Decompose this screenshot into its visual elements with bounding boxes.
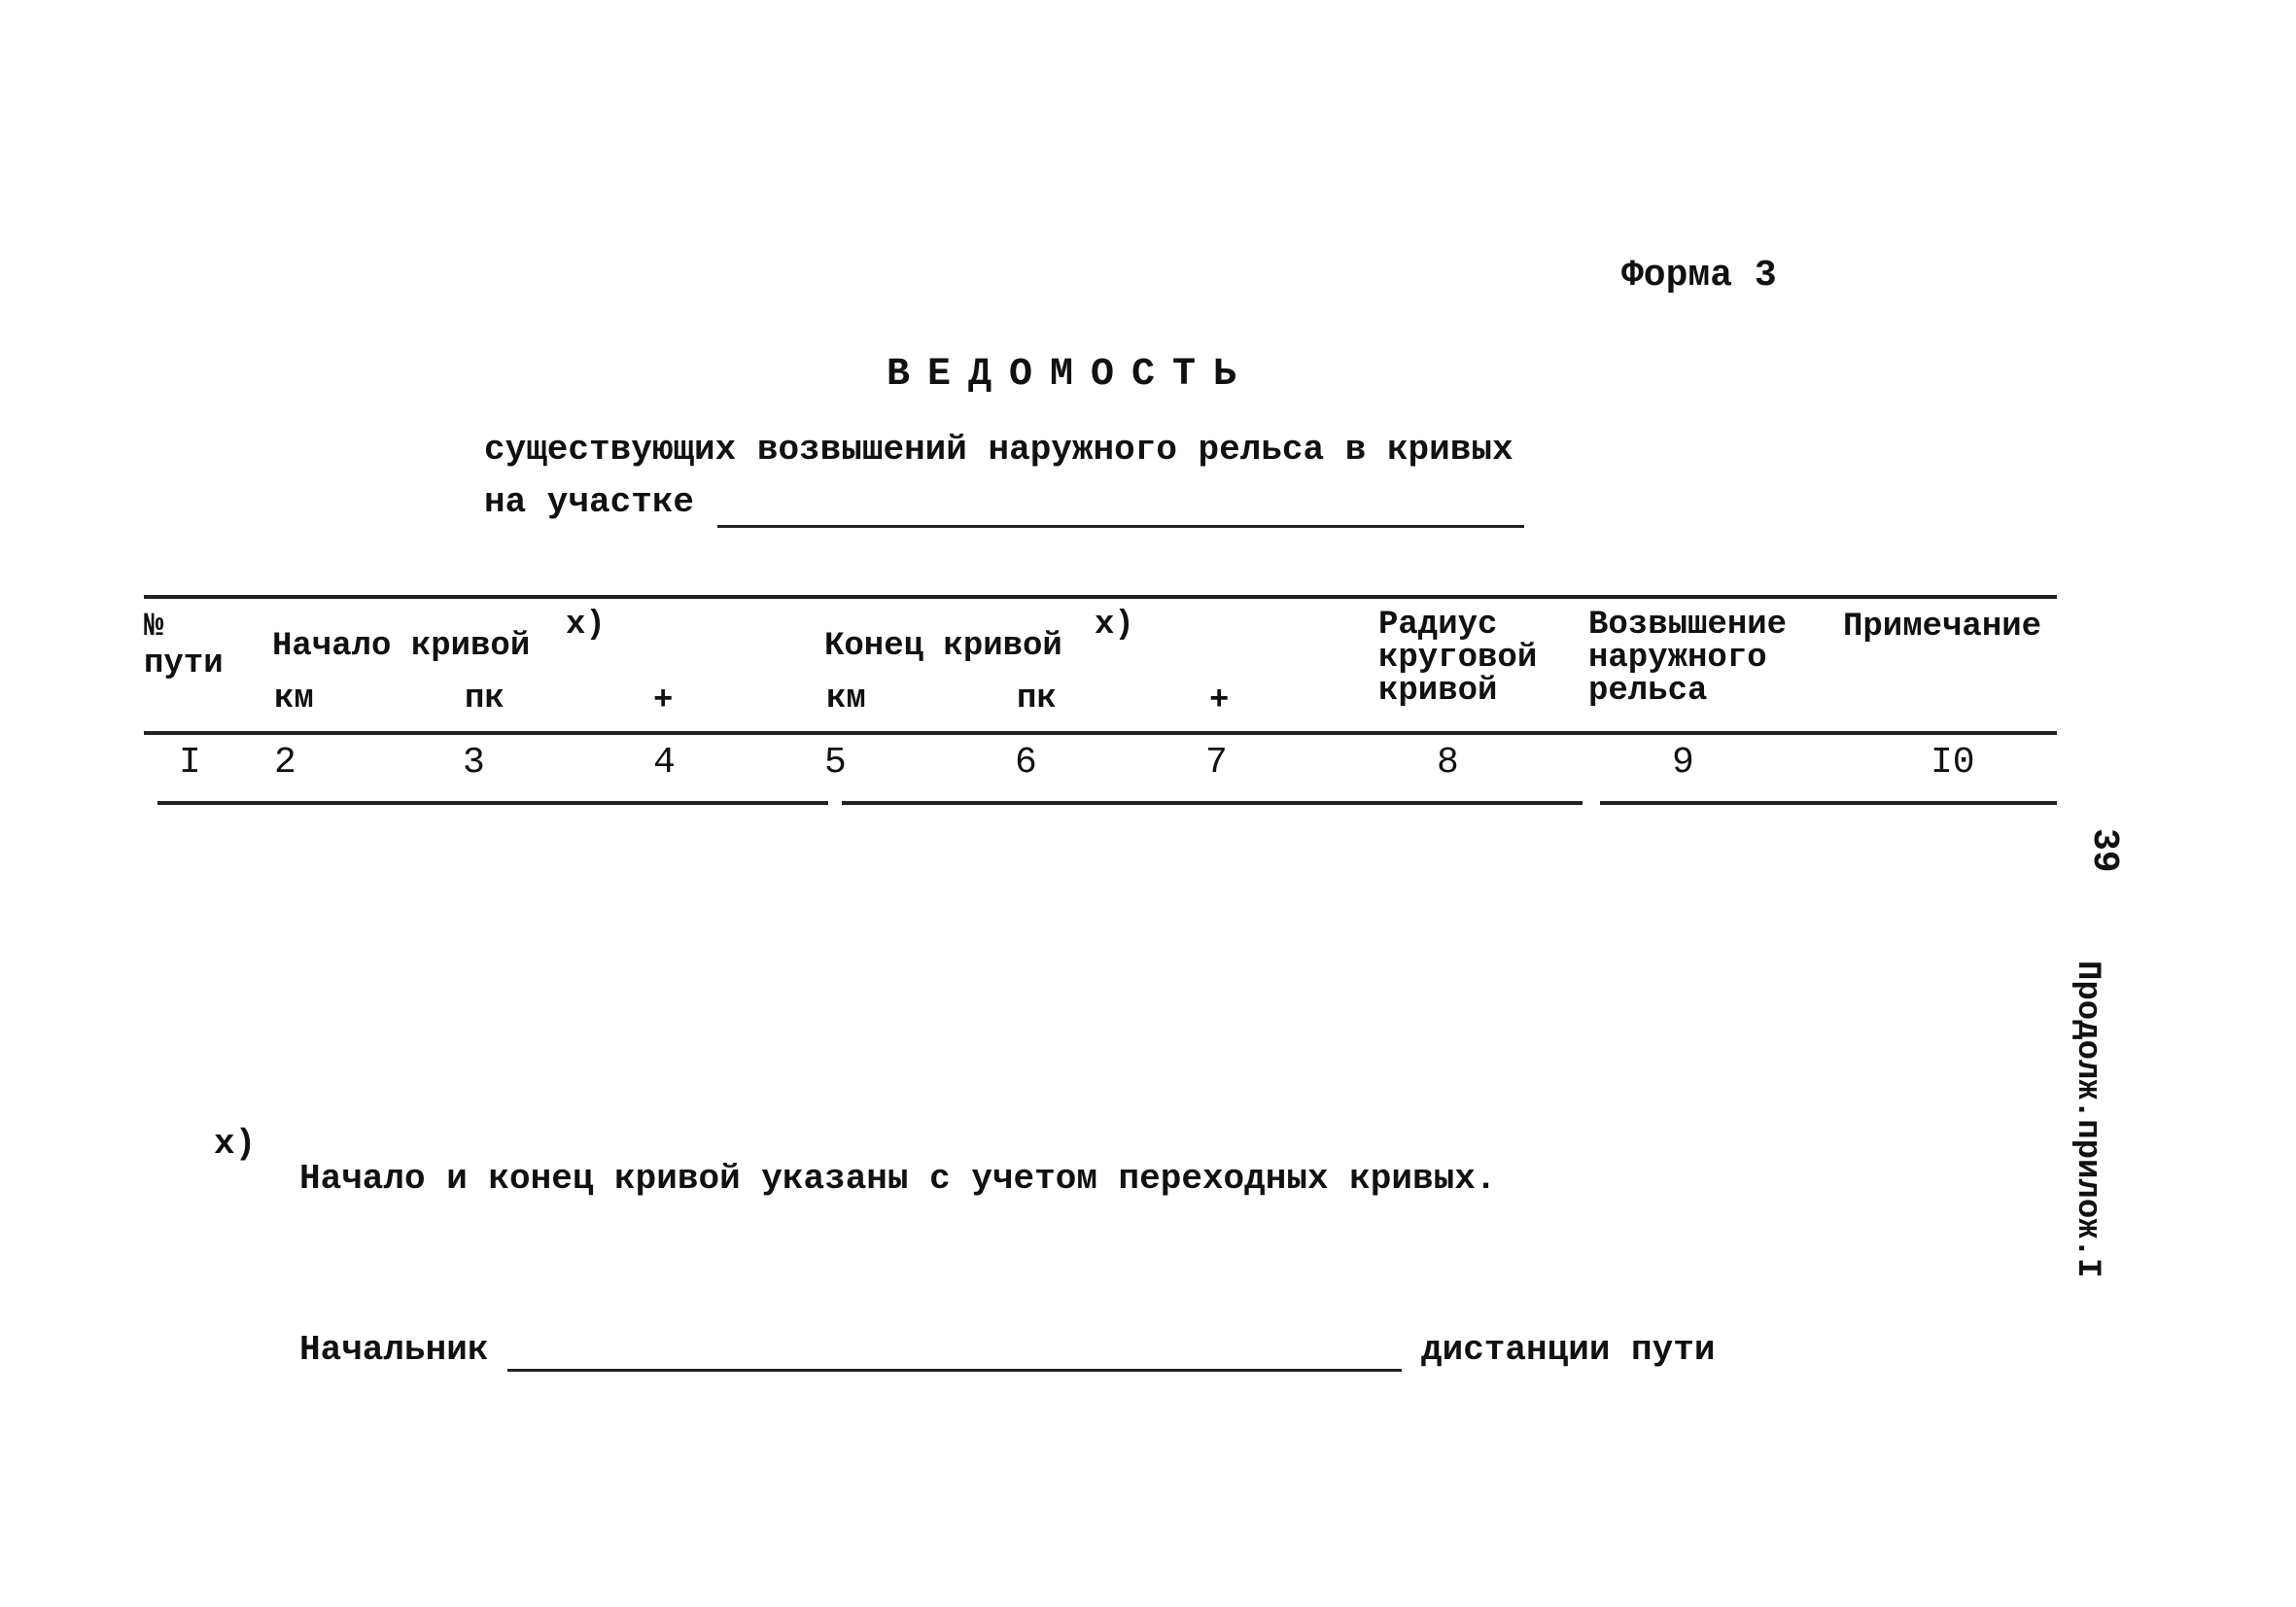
header-end-km: км xyxy=(826,681,866,717)
document-subtitle: существующих возвышений наружного рельса в кривых xyxy=(484,430,1513,470)
header-curve-start: Начало кривой xyxy=(272,628,531,665)
section-fill-line xyxy=(717,525,1524,528)
form-label: Форма 3 xyxy=(1621,255,1777,297)
column-number: I xyxy=(179,742,201,784)
header-end-plus: + xyxy=(1209,682,1230,719)
document-title: ВЕДОМОСТЬ xyxy=(887,353,1255,397)
header-elevation-line1: Возвышение xyxy=(1588,607,1788,644)
header-start-pk: пк xyxy=(465,681,504,717)
header-curve-start-footnote: x) xyxy=(566,607,606,644)
header-track-no: пути xyxy=(144,646,224,682)
table-top-rule xyxy=(144,595,2057,599)
signature-line xyxy=(507,1369,1402,1372)
header-elevation-line3: рельса xyxy=(1588,673,1708,710)
signature-label: Начальник xyxy=(299,1330,489,1370)
table-header-rule xyxy=(144,731,2057,735)
column-number: 9 xyxy=(1672,742,1694,784)
page-number: 39 xyxy=(2083,828,2125,873)
column-number: 6 xyxy=(1015,742,1037,784)
header-curve-end: Конец кривой xyxy=(824,628,1062,665)
header-start-km: км xyxy=(274,681,314,717)
column-number: 8 xyxy=(1437,742,1459,784)
header-note: Примечание xyxy=(1843,609,2042,646)
header-elevation-line2: наружного xyxy=(1588,640,1767,677)
footnote-text: Начало и конец кривой указаны с учетом переходных кривых. xyxy=(299,1159,1497,1199)
column-number: 4 xyxy=(653,742,676,784)
header-radius-line1: Радиус xyxy=(1378,607,1498,644)
column-number: 5 xyxy=(824,742,847,784)
table-bottom-rule xyxy=(1600,801,2057,805)
header-end-pk: пк xyxy=(1017,681,1057,717)
column-number: I0 xyxy=(1931,742,1975,784)
appendix-continuation-label: Продолж.прилож.I xyxy=(2069,961,2105,1278)
header-radius-line2: круговой xyxy=(1378,640,1538,677)
table-bottom-rule xyxy=(842,801,1583,805)
signature-suffix: дистанции пути xyxy=(1421,1330,1716,1370)
column-number: 2 xyxy=(274,742,296,784)
column-number: 3 xyxy=(463,742,485,784)
header-start-plus: + xyxy=(653,682,674,719)
table-bottom-rule xyxy=(157,801,828,805)
column-number: 7 xyxy=(1205,742,1228,784)
header-curve-end-footnote: x) xyxy=(1095,607,1134,644)
footnote-marker: x) xyxy=(214,1124,257,1164)
header-track-no-symbol: № xyxy=(144,609,164,646)
header-radius-line3: кривой xyxy=(1378,673,1498,710)
section-label: на участке xyxy=(484,482,695,522)
